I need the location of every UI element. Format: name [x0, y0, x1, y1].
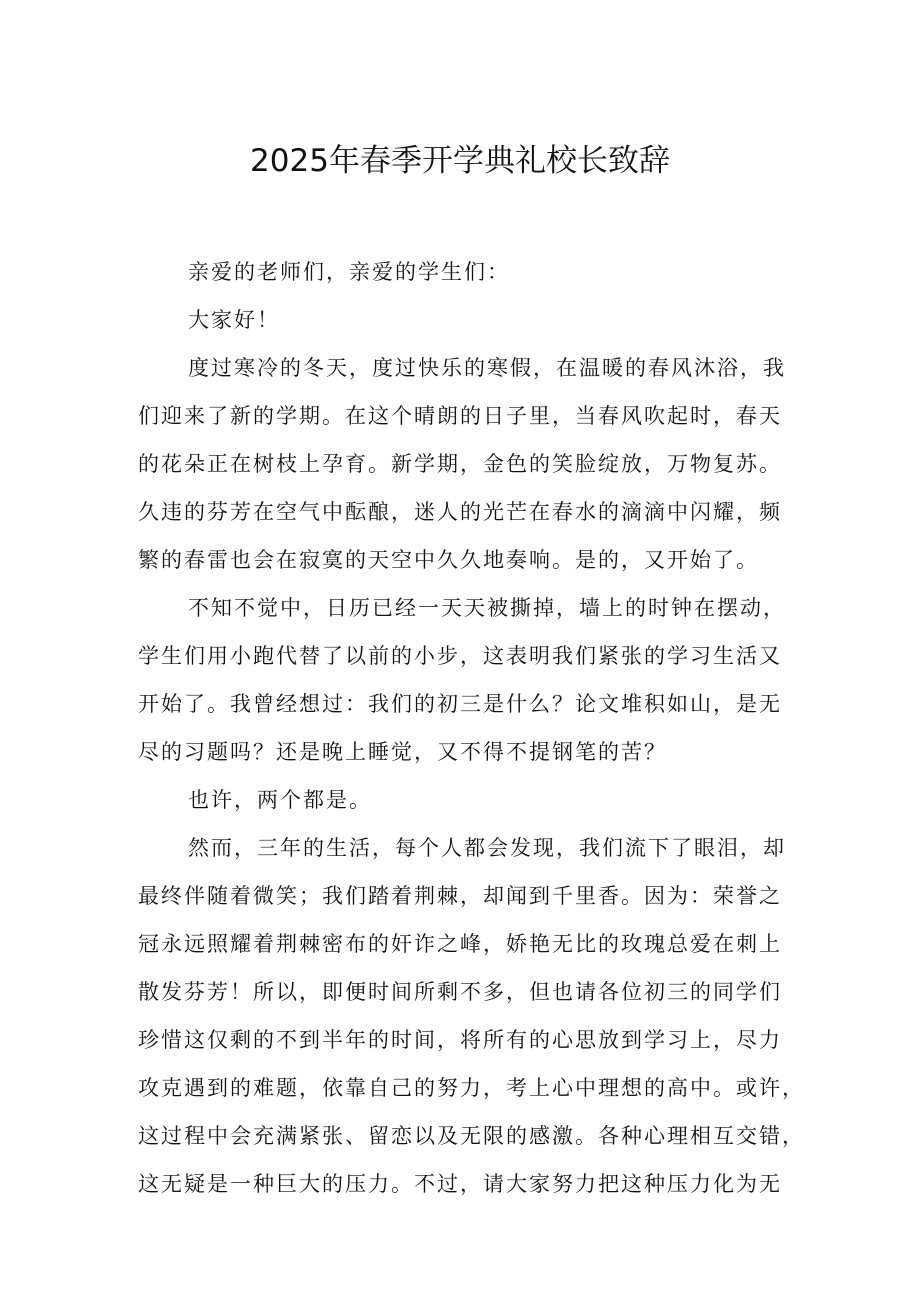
text-line: 散发芬芳！所以，即便时间所剩不多，但也请各位初三的同学们 [138, 980, 782, 1004]
text-line: 然而，三年的生活，每个人都会发现，我们流下了眼泪，却 [188, 836, 786, 860]
text-line: 开始了。我曾经想过：我们的初三是什么？论文堆积如山，是无 [138, 692, 782, 716]
text-line: 攻克遇到的难题，依靠自己的努力，考上心中理想的高中。或许， [138, 1076, 805, 1100]
text-line: 们迎来了新的学期。在这个晴朗的日子里，当春风吹起时，春天 [138, 404, 782, 428]
document-title: 2025年春季开学典礼校长致辞 [250, 143, 670, 179]
text-line: 冠永远照耀着荆棘密布的奸诈之峰，娇艳无比的玫瑰总爱在刺上 [138, 932, 782, 956]
text-line: 珍惜这仅剩的不到半年的时间，将所有的心思放到学习上，尽力 [138, 1028, 782, 1052]
text-line: 亲爱的老师们，亲爱的学生们： [188, 260, 510, 284]
text-line: 学生们用小跑代替了以前的小步，这表明我们紧张的学习生活又 [138, 644, 782, 668]
text-line: 大家好！ [188, 308, 280, 332]
text-line: 久违的芬芳在空气中酝酿，迷人的光芒在春水的滴滴中闪耀，频 [138, 500, 782, 524]
text-line: 不知不觉中，日历已经一天天被撕掉，墙上的时钟在摆动， [188, 596, 786, 620]
text-line: 繁的春雷也会在寂寞的天空中久久地奏响。是的，又开始了。 [138, 548, 759, 572]
text-line: 的花朵正在树枝上孕育。新学期，金色的笑脸绽放，万物复苏。 [138, 452, 782, 476]
text-line: 这过程中会充满紧张、留恋以及无限的感激。各种心理相互交错， [138, 1124, 805, 1148]
text-line: 度过寒冷的冬天，度过快乐的寒假，在温暖的春风沐浴，我 [188, 356, 786, 380]
document-body [138, 248, 805, 1208]
text-line: 最终伴随着微笑；我们踏着荆棘，却闻到千里香。因为：荣誉之 [138, 884, 782, 908]
text-line: 尽的习题吗？还是晚上睡觉，又不得不提钢笔的苦？ [138, 740, 667, 764]
text-line: 这无疑是一种巨大的压力。不过，请大家努力把这种压力化为无 [138, 1172, 782, 1196]
text-line: 也许，两个都是。 [188, 788, 372, 812]
